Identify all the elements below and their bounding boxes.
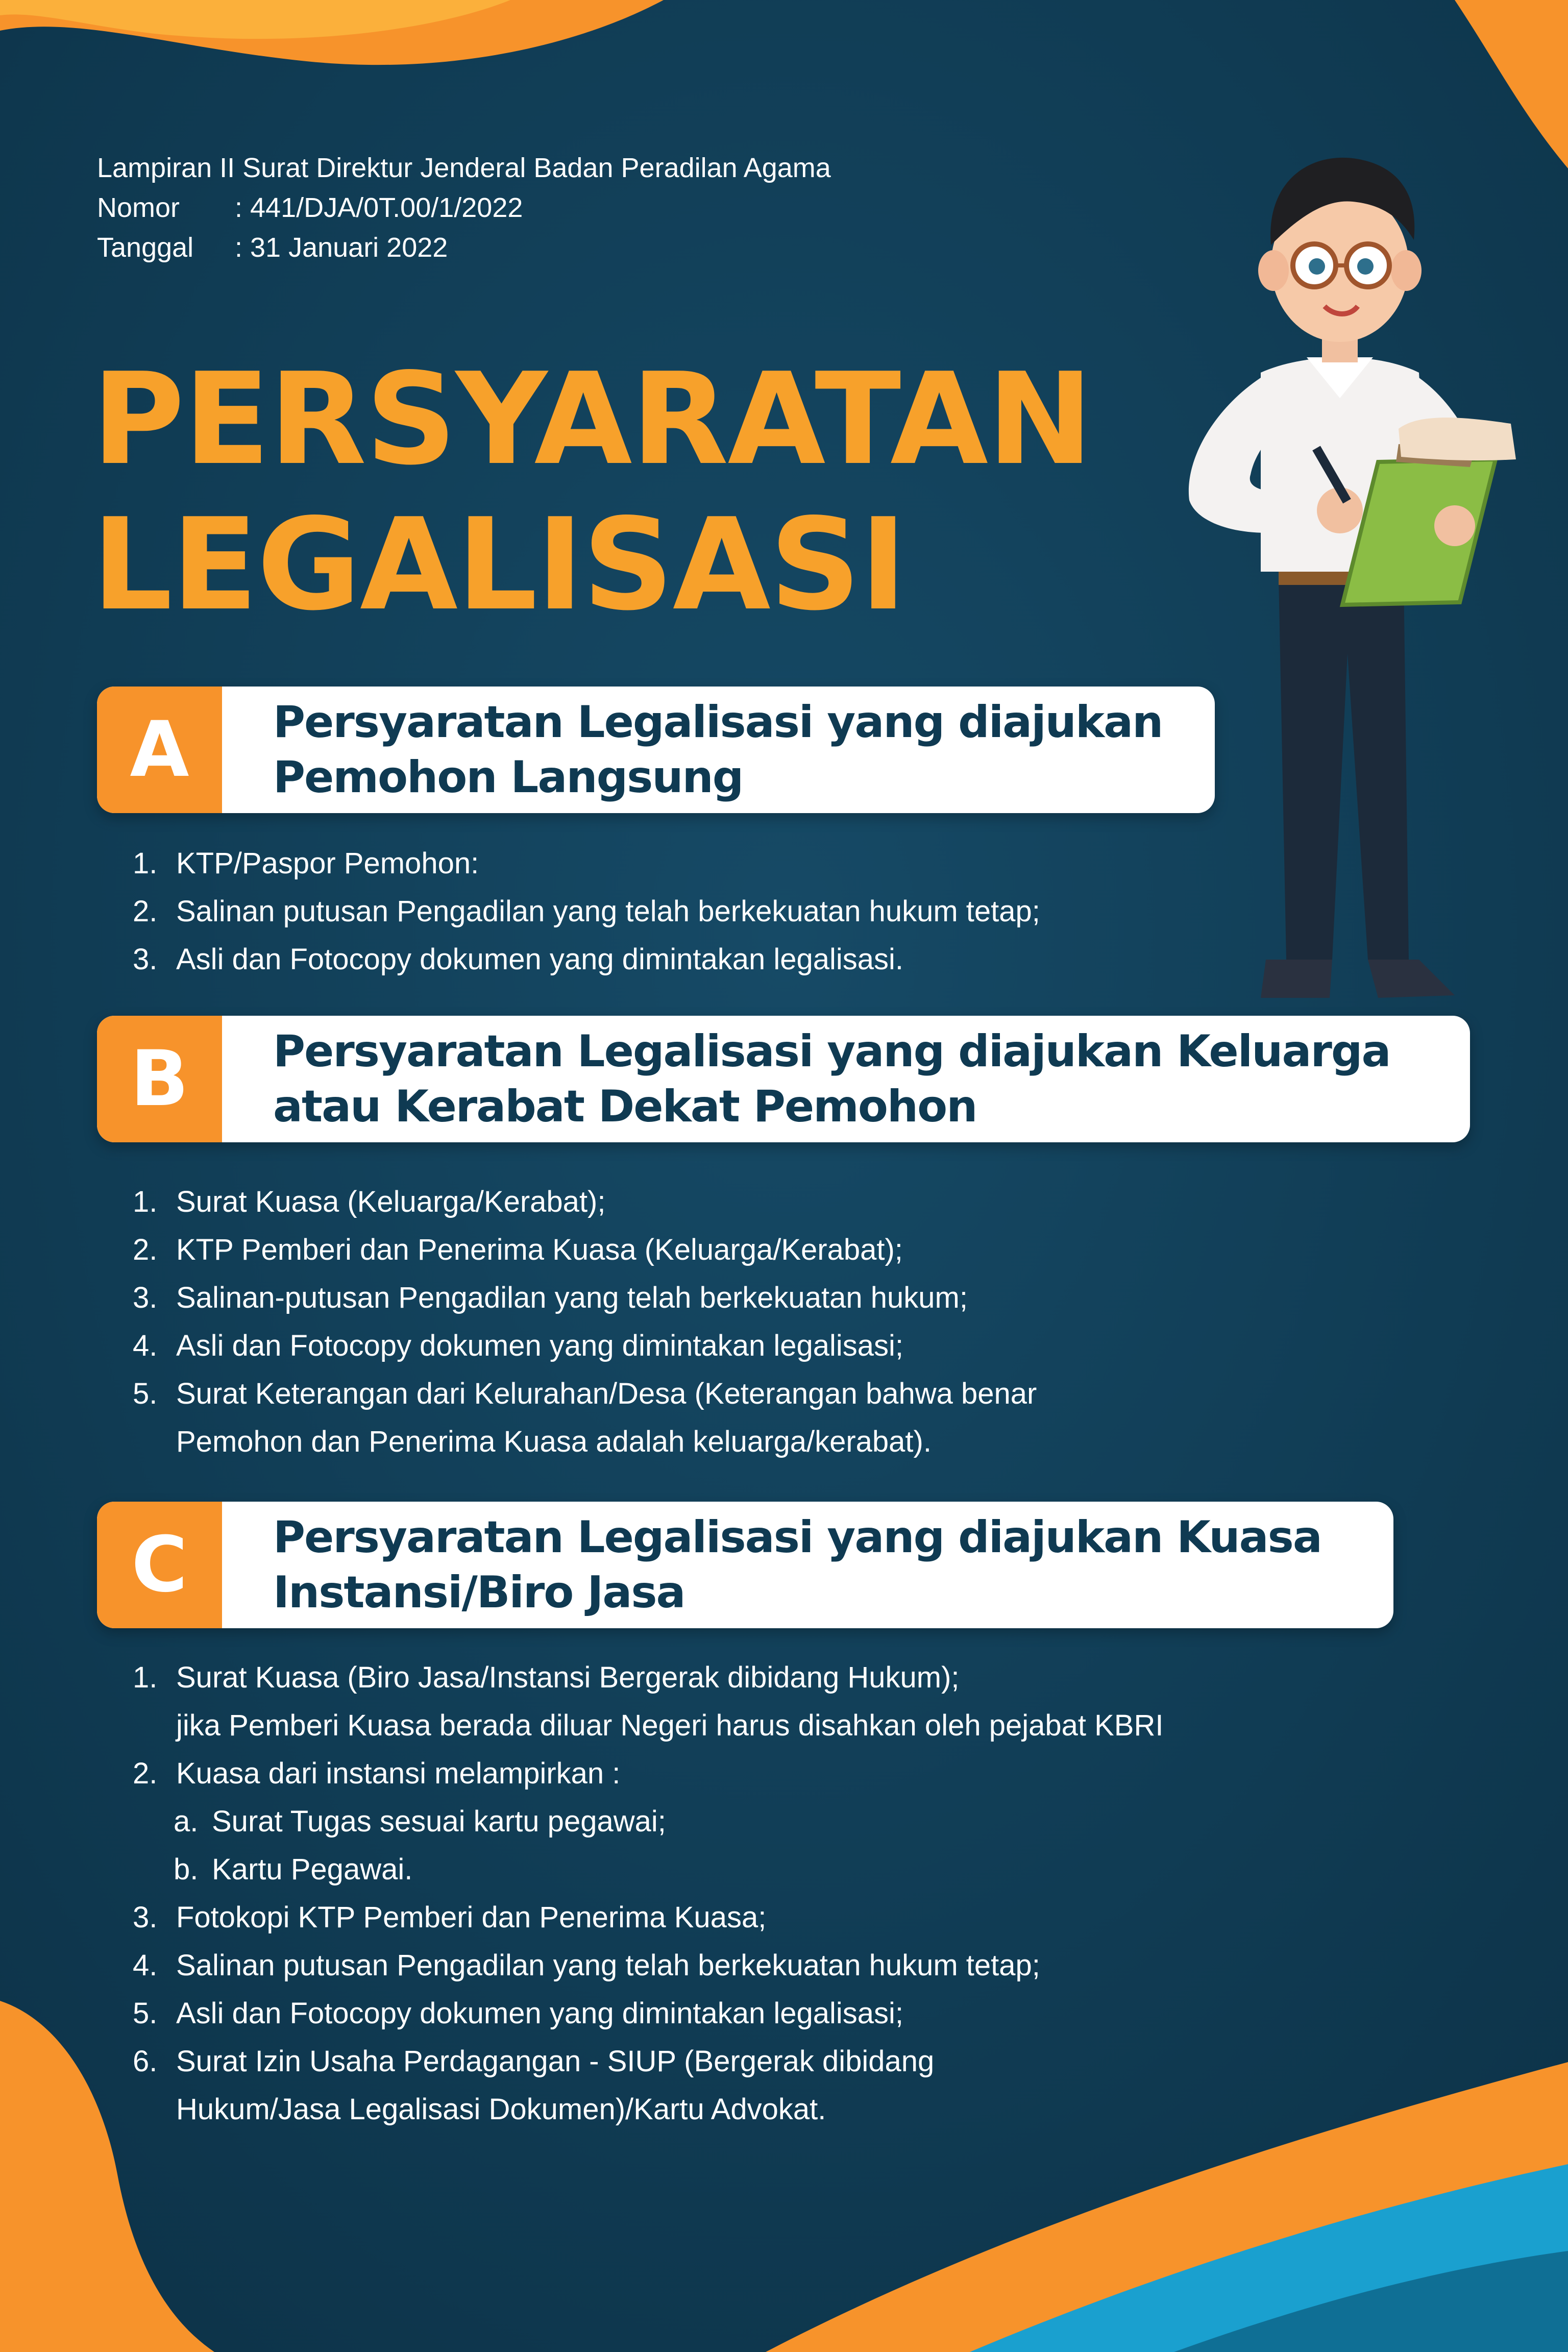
section-b-header (97, 1016, 1470, 1142)
list-text: Asli dan Fotocopy dokumen yang dimintakan legalisasi. (176, 943, 904, 976)
tanggal-value: : 31 Januari 2022 (235, 232, 448, 263)
list-number: 2. (133, 1233, 158, 1266)
list-item (133, 1274, 1037, 1322)
section-a-list (133, 840, 1040, 984)
tanggal-row (97, 228, 831, 267)
reference-line (97, 148, 831, 188)
section-c-letter: C (97, 1502, 222, 1628)
list-number: 3. (133, 1901, 158, 1934)
list-text: Pemohon dan Penerima Kuasa adalah keluarga/kerabat). (176, 1425, 932, 1458)
list-text: KTP Pemberi dan Penerima Kuasa (Keluarga/Kerabat); (176, 1233, 903, 1266)
section-c-list (133, 1654, 1163, 2134)
title-line-2: LEGALISASI (92, 492, 906, 639)
list-text: KTP/Paspor Pemohon: (176, 847, 479, 880)
section-c-header (97, 1502, 1393, 1628)
list-text: Hukum/Jasa Legalisasi Dokumen)/Kartu Advokat. (176, 2093, 826, 2126)
list-item-continued (133, 2086, 1163, 2134)
list-text: Asli dan Fotocopy dokumen yang dimintakan legalisasi; (176, 1997, 904, 2030)
list-item (133, 1178, 1037, 1226)
sub-list-letter: a. (174, 1805, 199, 1838)
title-line-1: PERSYARATAN (92, 346, 1092, 493)
list-item (133, 1750, 1163, 1798)
list-number: 6. (133, 2045, 158, 2078)
list-item (133, 1370, 1037, 1418)
list-text: Salinan putusan Pengadilan yang telah berkekuatan hukum tetap; (176, 1949, 1040, 1982)
section-a-title-line-2: Pemohon Langsung (273, 752, 743, 803)
section-b-title-line-2: atau Kerabat Dekat Pemohon (273, 1081, 977, 1132)
section-a-title-line-1: Persyaratan Legalisasi yang diajukan (273, 697, 1163, 748)
list-number: 5. (133, 1377, 158, 1410)
nomor-value: : 441/DJA/0T.00/1/2022 (235, 192, 523, 223)
list-item-continued (133, 1418, 1037, 1466)
list-number: 3. (133, 1281, 158, 1314)
reference-text: Lampiran II Surat Direktur Jenderal Badan Peradilan Agama (97, 153, 831, 183)
list-number: 1. (133, 1185, 158, 1218)
list-number: 2. (133, 895, 158, 928)
section-b-list (133, 1178, 1037, 1466)
section-b-letter: B (97, 1016, 222, 1142)
list-item-continued (133, 1702, 1163, 1750)
section-b-title-line-1: Persyaratan Legalisasi yang diajukan Keluarga (273, 1026, 1390, 1077)
list-text: Surat Kuasa (Biro Jasa/Instansi Bergerak dibidang Hukum); (176, 1661, 960, 1694)
nomor-row (97, 188, 831, 228)
list-item (133, 2038, 1163, 2086)
list-number: 5. (133, 1997, 158, 2030)
list-text: Surat Keterangan dari Kelurahan/Desa (Keterangan bahwa benar (176, 1377, 1037, 1410)
list-text: Asli dan Fotocopy dokumen yang dimintakan legalisasi; (176, 1329, 904, 1362)
list-number: 1. (133, 847, 158, 880)
sub-list-item (133, 1846, 1163, 1894)
section-c-title (222, 1510, 1342, 1620)
list-item (133, 1990, 1163, 2038)
list-item (133, 888, 1040, 936)
tanggal-label: Tanggal (97, 232, 194, 263)
list-text: Kartu Pegawai. (212, 1853, 413, 1886)
sub-list-item (133, 1798, 1163, 1846)
list-item (133, 1942, 1163, 1990)
list-text: Salinan putusan Pengadilan yang telah berkekuatan hukum tetap; (176, 895, 1040, 928)
list-number: 4. (133, 1329, 158, 1362)
list-text: Salinan-putusan Pengadilan yang telah berkekuatan hukum; (176, 1281, 968, 1314)
list-item (133, 1322, 1037, 1370)
section-a-header (97, 687, 1215, 813)
list-item (133, 1226, 1037, 1274)
list-text: Surat Kuasa (Keluarga/Kerabat); (176, 1185, 606, 1218)
list-text: Kuasa dari instansi melampirkan : (176, 1757, 621, 1790)
document-reference (97, 148, 831, 267)
section-c-title-line-2: Instansi/Biro Jasa (273, 1567, 685, 1618)
list-number: 4. (133, 1949, 158, 1982)
list-item (133, 936, 1040, 984)
list-item (133, 1654, 1163, 1702)
list-text: Surat Izin Usaha Perdagangan - SIUP (Bergerak dibidang (176, 2045, 935, 2078)
list-item (133, 1894, 1163, 1942)
list-text: Surat Tugas sesuai kartu pegawai; (212, 1805, 666, 1838)
list-text: jika Pemberi Kuasa berada diluar Negeri harus disahkan oleh pejabat KBRI (176, 1709, 1164, 1742)
sub-list-letter: b. (174, 1853, 199, 1886)
section-a-letter: A (97, 687, 222, 813)
list-text: Fotokopi KTP Pemberi dan Penerima Kuasa; (176, 1901, 767, 1934)
list-number: 1. (133, 1661, 158, 1694)
list-number: 3. (133, 943, 158, 976)
page-title (92, 347, 1092, 638)
list-number: 2. (133, 1757, 158, 1790)
section-c-title-line-1: Persyaratan Legalisasi yang diajukan Kuasa (273, 1512, 1321, 1563)
nomor-label: Nomor (97, 192, 180, 223)
section-a-title (222, 695, 1183, 805)
list-item (133, 840, 1040, 888)
section-b-title (222, 1024, 1411, 1134)
